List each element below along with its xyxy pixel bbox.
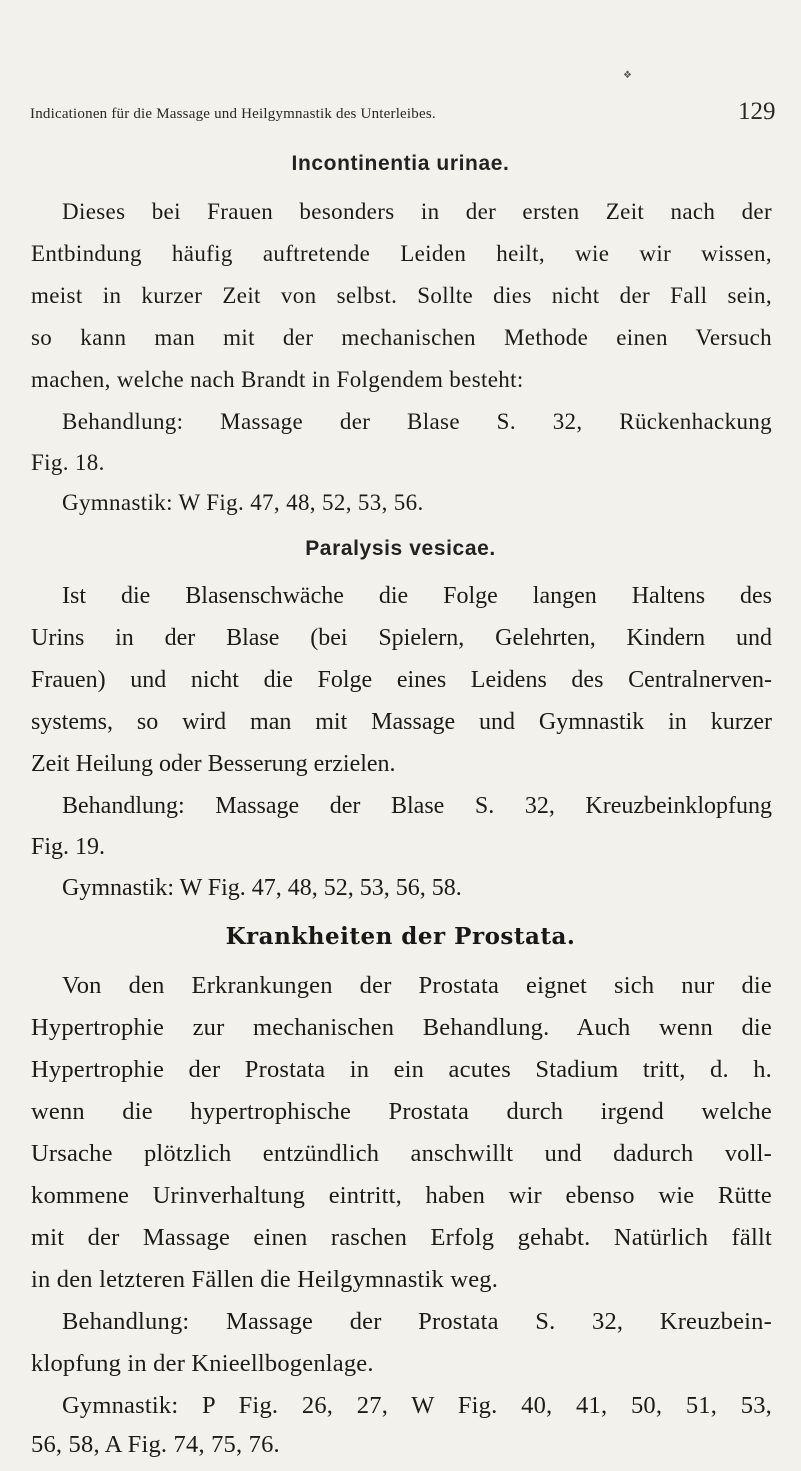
paragraph-line: in den letzteren Fällen die Heilgymnastik weg. xyxy=(31,1266,499,1293)
paragraph-line: meist in kurzer Zeit von selbst. Sollte dies nicht der Fall sein, xyxy=(31,283,772,308)
page-ornament-icon: ❖ xyxy=(623,70,632,81)
paragraph-line: Dieses bei Frauen besonders in der ersten Zeit nach der xyxy=(62,199,772,224)
paragraph-line: kommene Urinverhaltung eintritt, haben wir ebenso wie Rütte xyxy=(31,1182,772,1209)
paragraph-line: mit der Massage einen raschen Erfolg gehabt. Natürlich fällt xyxy=(31,1224,772,1251)
gymnastics-line: Gymnastik: W Fig. 47, 48, 52, 53, 56, 58. xyxy=(62,875,462,901)
paragraph-line: machen, welche nach Brandt in Folgendem besteht: xyxy=(31,367,524,392)
paragraph-line: Ist die Blasenschwäche die Folge langen Haltens des xyxy=(62,583,772,609)
treatment-line: Behandlung: Massage der Blase S. 32, Kreuzbeinklopfung xyxy=(62,793,772,819)
paragraph-line: Hypertrophie der Prostata in ein acutes Stadium tritt, d. h. xyxy=(31,1056,772,1083)
paragraph-line: Zeit Heilung oder Besserung erzielen. xyxy=(31,751,396,777)
section-title-prostata: Krankheiten der Prostata. xyxy=(225,923,576,950)
paragraph-line: Hypertrophie zur mechanischen Behandlung. Auch wenn die xyxy=(31,1014,772,1041)
paragraph-line: Entbindung häufig auftretende Leiden heilt, wie wir wissen, xyxy=(31,241,772,266)
paragraph-line: wenn die hypertrophische Prostata durch irgend welche xyxy=(31,1098,772,1125)
paragraph-line: systems, so wird man mit Massage und Gymnastik in kurzer xyxy=(31,709,772,735)
treatment-line: Behandlung: Massage der Prostata S. 32, Kreuzbein- xyxy=(62,1308,772,1335)
section-title-incontinentia: Incontinentia urinae. xyxy=(291,152,510,175)
paragraph-line: so kann man mit der mechanischen Methode einen Versuch xyxy=(31,325,772,350)
gymnastics-line: Gymnastik: W Fig. 47, 48, 52, 53, 56. xyxy=(62,490,424,515)
paragraph-line: Von den Erkrankungen der Prostata eignet sich nur die xyxy=(62,972,772,999)
gymnastics-line: Gymnastik: P Fig. 26, 27, W Fig. 40, 41, 50, 51, 53, xyxy=(62,1392,772,1419)
page-number: 129 xyxy=(738,98,776,125)
figure-reference: Fig. 19. xyxy=(31,834,106,860)
paragraph-line: Frauen) und nicht die Folge eines Leidens des Centralnerven- xyxy=(31,667,772,693)
gymnastics-line-continued: 56, 58, A Fig. 74, 75, 76. xyxy=(31,1431,280,1458)
section-title-paralysis: Paralysis vesicae. xyxy=(305,537,496,560)
paragraph-line: klopfung in der Knieellbogenlage. xyxy=(31,1350,374,1377)
paragraph-line: Ursache plötzlich entzündlich anschwillt und dadurch voll- xyxy=(31,1140,772,1167)
paragraph-line: Urins in der Blase (bei Spielern, Gelehrten, Kindern und xyxy=(31,625,772,651)
running-title: Indicationen für die Massage und Heilgymnastik des Unterleibes. xyxy=(30,106,436,122)
treatment-line: Behandlung: Massage der Blase S. 32, Rückenhackung xyxy=(62,409,772,434)
figure-reference: Fig. 18. xyxy=(31,450,105,475)
